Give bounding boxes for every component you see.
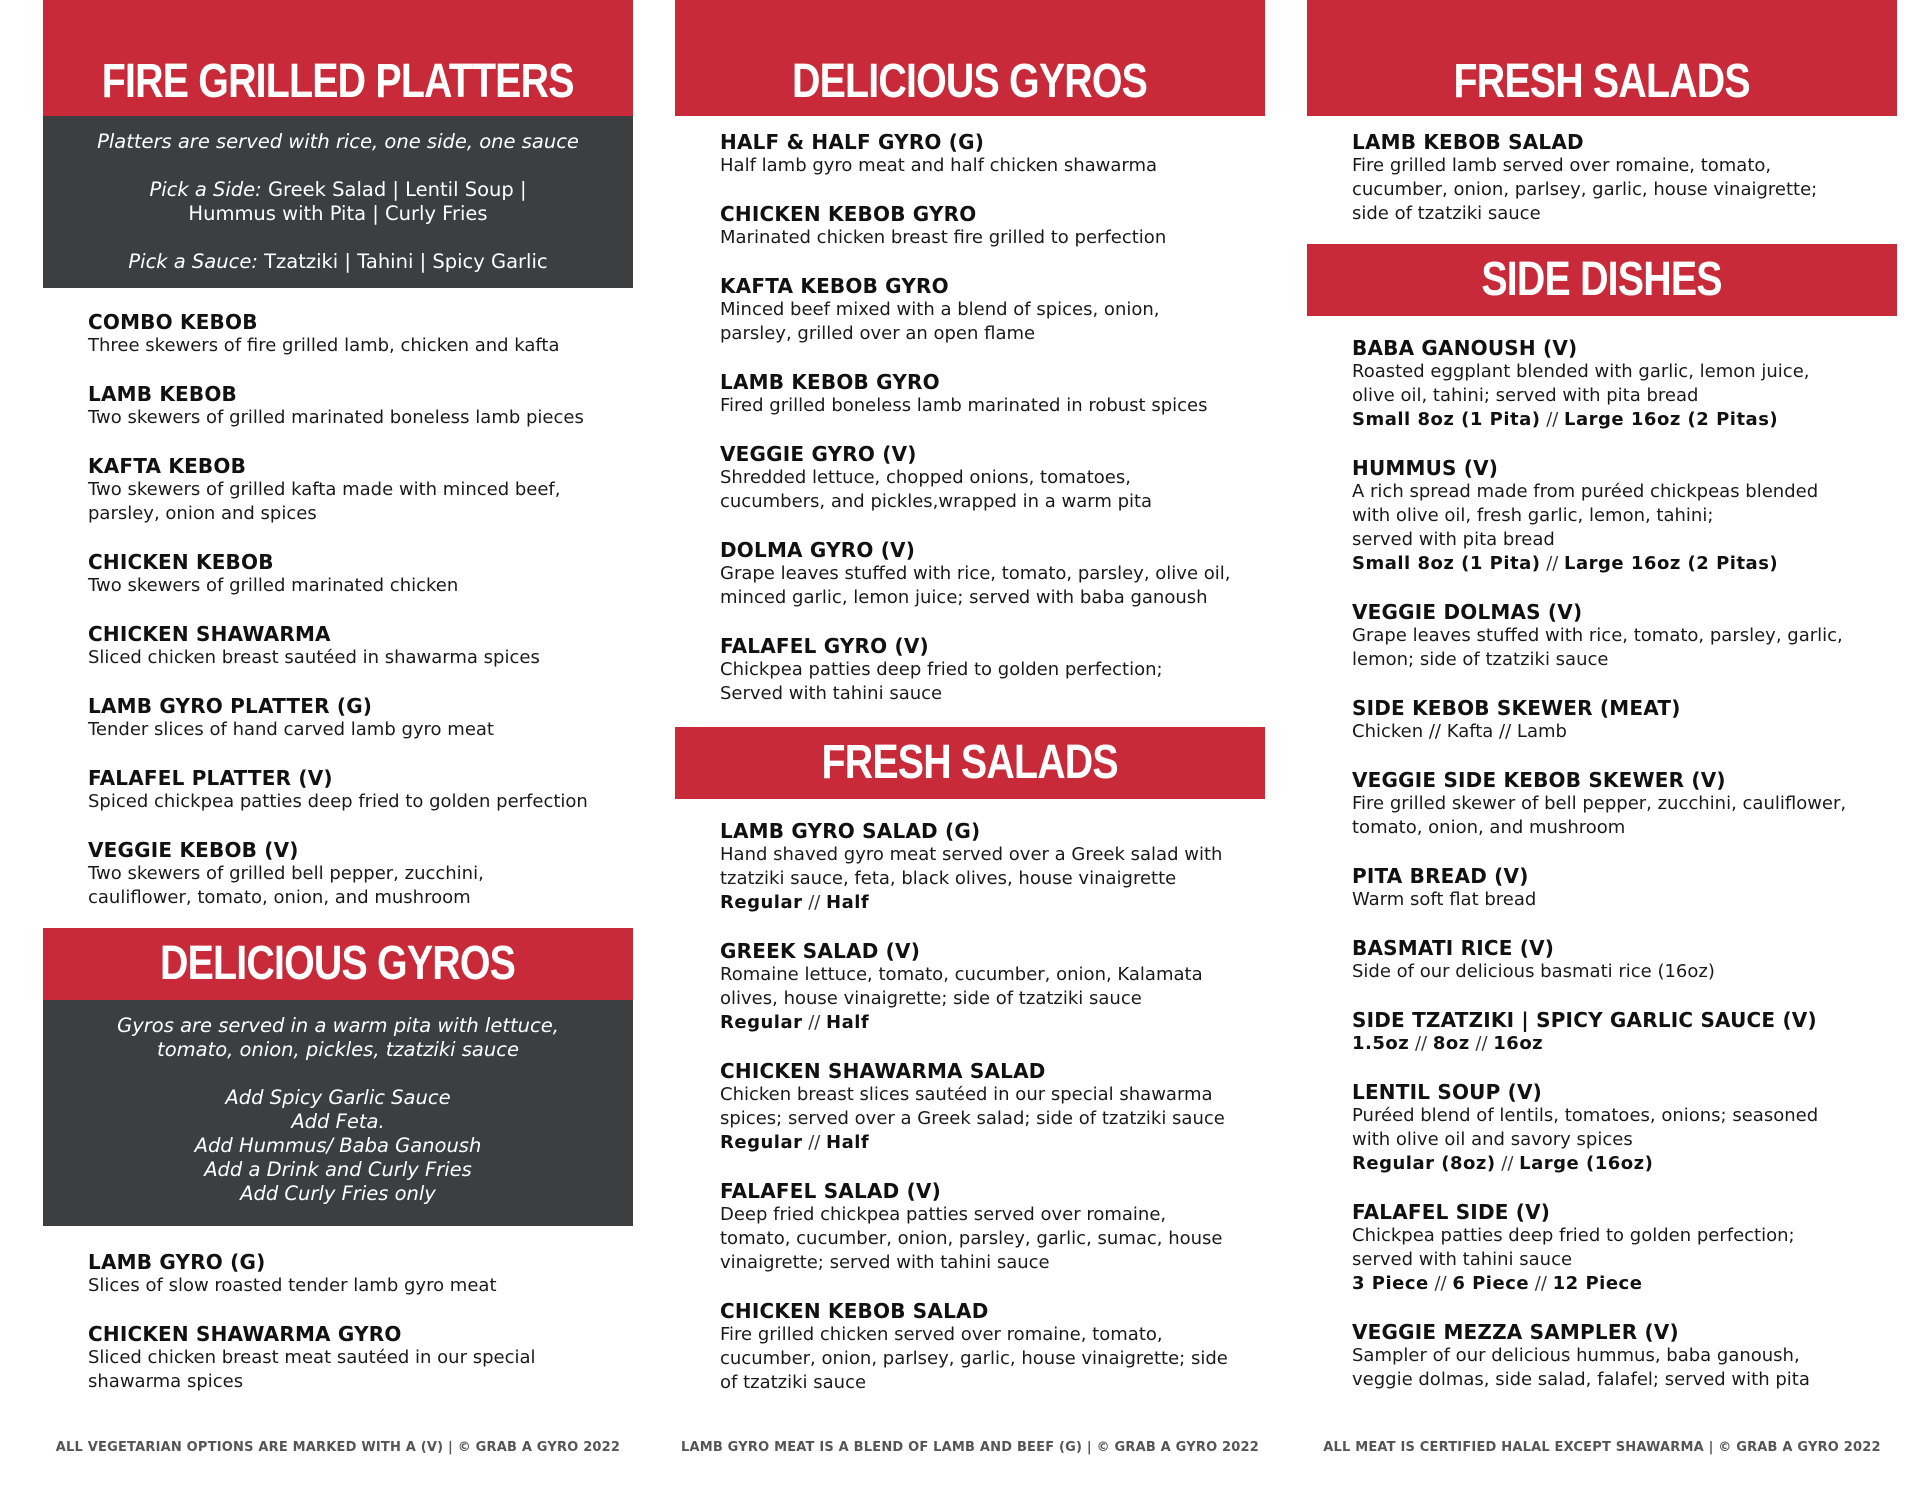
section-banner-platters: FIRE GRILLED PLATTERS [43,0,633,116]
menu-item [720,1059,1265,1155]
menu-item-description: Two skewers of grilled bell pepper, zucchini, [88,863,484,884]
platters-list [43,288,633,910]
size-option: Regular [720,1132,803,1153]
menu-item-name: FALAFEL GYRO (V) [720,634,929,658]
size-option: Small 8oz (1 Pita) [1352,553,1541,574]
menu-item-name: BABA GANOUSH (V) [1352,336,1578,360]
menu-item-name: LAMB KEBOB GYRO [720,370,940,394]
section-banner-gyros: DELICIOUS GYROS [43,928,633,1000]
addon-4: Add a Drink and Curly Fries [204,1158,472,1181]
menu-item-description: served with pita bread [1352,529,1555,550]
menu-item-sizes: Small 8oz (1 Pita) // Large 16oz (2 Pitas) [1352,409,1779,430]
menu-item-description: with olive oil and savory spices [1352,1129,1633,1150]
size-option: Half [826,1132,870,1153]
menu-item-description: Deep fried chickpea patties served over romaine, [720,1204,1167,1225]
menu-item-sizes: 3 Piece // 6 Piece // 12 Piece [1352,1273,1643,1294]
menu-item [1352,1200,1897,1296]
menu-item-description: Romaine lettuce, tomato, cucumber, onion, Kalamata [720,964,1203,985]
menu-item [720,634,1265,706]
gyros-info-line-1: Gyros are served in a warm pita with lettuce, [117,1014,559,1037]
menu-item-name: CHICKEN SHAWARMA [88,622,331,646]
menu-item-sizes: Small 8oz (1 Pita) // Large 16oz (2 Pitas) [1352,553,1779,574]
size-option: 12 Piece [1552,1273,1643,1294]
menu-item-name: PITA BREAD (V) [1352,864,1529,888]
menu-column-3 [1307,0,1897,1416]
menu-item-description: Fire grilled chicken served over romaine, tomato, [720,1324,1163,1345]
menu-item-description: Two skewers of grilled marinated boneless lamb pieces [88,407,584,428]
menu-item-description: Fired grilled boneless lamb marinated in robust spices [720,395,1208,416]
side-label: Pick a Side: [149,178,262,201]
menu-item-description: olives, house vinaigrette; side of tzatziki sauce [720,988,1142,1009]
size-option: Regular [720,1012,803,1033]
menu-item [720,819,1265,915]
menu-item [720,370,1265,418]
gyros-info-box [43,1000,633,1226]
size-option: Large 16oz (2 Pitas) [1564,553,1779,574]
menu-item-name: VEGGIE SIDE KEBOB SKEWER (V) [1352,768,1726,792]
menu-item-description: Puréed blend of lentils, tomatoes, onions; seasoned [1352,1105,1819,1126]
menu-item-name: FALAFEL PLATTER (V) [88,766,333,790]
menu-item-description: side of tzatziki sauce [1352,203,1541,224]
menu-item [88,766,633,814]
addon-5: Add Curly Fries only [240,1182,436,1205]
menu-item [1352,130,1897,226]
menu-item-description: Grape leaves stuffed with rice, tomato, parsley, olive oil, [720,563,1231,584]
menu-item-description: Chicken // Kafta // Lamb [1352,721,1567,742]
menu-item-name: HALF & HALF GYRO (G) [720,130,985,154]
menu-item [1352,1320,1897,1392]
menu-item-name: LAMB KEBOB [88,382,237,406]
menu-item [1352,864,1897,912]
menu-item-description: cauliflower, tomato, onion, and mushroom [88,887,471,908]
menu-item-description: Sliced chicken breast sautéed in shawarma spices [88,647,540,668]
menu-item-name: VEGGIE MEZZA SAMPLER (V) [1352,1320,1679,1344]
gyros-list [43,1226,633,1394]
menu-item-description: cucumber, onion, parlsey, garlic, house vinaigrette; side [720,1348,1228,1369]
menu-item [1352,696,1897,744]
menu-item-description: parsley, onion and spices [88,503,317,524]
menu-item-sizes: Regular // Half [720,892,870,913]
menu-item-name: FALAFEL SALAD (V) [720,1179,941,1203]
menu-item-description: Served with tahini sauce [720,683,943,704]
menu-item [720,939,1265,1035]
menu-item-description: Shredded lettuce, chopped onions, tomatoes, [720,467,1131,488]
menu-item-name: FALAFEL SIDE (V) [1352,1200,1551,1224]
menu-item [1352,1080,1897,1176]
menu-item-description: Minced beef mixed with a blend of spices, onion, [720,299,1160,320]
menu-item [720,1179,1265,1275]
menu-item-sizes: Regular // Half [720,1132,870,1153]
addon-3: Add Hummus/ Baba Ganoush [194,1134,482,1157]
size-option: Regular (8oz) [1352,1153,1496,1174]
menu-item-description: shawarma spices [88,1371,244,1392]
section-banner-salads: FRESH SALADS [1307,0,1897,116]
size-option: 16oz [1493,1033,1544,1054]
menu-item-description: parsley, grilled over an open flame [720,323,1036,344]
menu-item-description: Fire grilled skewer of bell pepper, zucchini, cauliflower, [1352,793,1847,814]
menu-item-description: Chickpea patties deep fried to golden perfection; [1352,1225,1795,1246]
menu-item-description: tzatziki sauce, feta, black olives, house vinaigrette [720,868,1177,889]
menu-item-description: Three skewers of fire grilled lamb, chicken and kafta [88,335,560,356]
menu-item-description: Side of our delicious basmati rice (16oz) [1352,961,1715,982]
menu-item [720,442,1265,514]
size-option: Half [826,1012,870,1033]
menu-item-name: VEGGIE KEBOB (V) [88,838,299,862]
menu-item-description: Slices of slow roasted tender lamb gyro meat [88,1275,497,1296]
menu-item-name: LAMB GYRO PLATTER (G) [88,694,373,718]
platters-info-line: Platters are served with rice, one side, one sauce [97,130,579,153]
sauce-options: Tzatziki | Tahini | Spicy Garlic [264,250,548,273]
menu-item [720,1299,1265,1395]
menu-item [1352,936,1897,984]
menu-item [88,838,633,910]
menu-item-name: LENTIL SOUP (V) [1352,1080,1542,1104]
gyros-list [675,116,1265,706]
menu-item-name: BASMATI RICE (V) [1352,936,1555,960]
menu-item-description: tomato, cucumber, onion, parsley, garlic, sumac, house [720,1228,1223,1249]
menu-item-description: Roasted eggplant blended with garlic, lemon juice, [1352,361,1810,382]
menu-item-name: CHICKEN SHAWARMA SALAD [720,1059,1046,1083]
size-option: 6 Piece [1452,1273,1530,1294]
salads-list [675,799,1265,1395]
menu-item-name: SIDE TZATZIKI | SPICY GARLIC SAUCE (V) [1352,1008,1817,1032]
menu-item [1352,768,1897,840]
menu-item [720,202,1265,250]
menu-item-description: Two skewers of grilled kafta made with minced beef, [88,479,561,500]
menu-column-2 [675,0,1265,1419]
menu-item [88,622,633,670]
menu-item-name: KAFTA KEBOB GYRO [720,274,949,298]
menu-item-description: Warm soft flat bread [1352,889,1537,910]
menu-item-description: A rich spread made from puréed chickpeas blended [1352,481,1819,502]
menu-item-description: spices; served over a Greek salad; side of tzatziki sauce [720,1108,1225,1129]
menu-item-name: LAMB GYRO (G) [88,1250,266,1274]
size-option: Regular [720,892,803,913]
menu-item [720,130,1265,178]
menu-item-description: Hand shaved gyro meat served over a Greek salad with [720,844,1223,865]
menu-item-name: VEGGIE DOLMAS (V) [1352,600,1583,624]
footer-note: LAMB GYRO MEAT IS A BLEND OF LAMB AND BEEF (G) | © GRAB A GYRO 2022 [680,1440,1260,1455]
menu-item-description: served with tahini sauce [1352,1249,1573,1270]
menu-item-description: tomato, onion, and mushroom [1352,817,1626,838]
menu-item-name: GREEK SALAD (V) [720,939,921,963]
side-options-2: Hummus with Pita | Curly Fries [188,202,488,225]
menu-item [1352,456,1897,576]
menu-item-description: veggie dolmas, side salad, falafel; served with pita [1352,1369,1810,1390]
menu-item-description: Chicken breast slices sautéed in our special shawarma [720,1084,1213,1105]
gyros-info-line-2: tomato, onion, pickles, tzatziki sauce [157,1038,519,1061]
menu-item [1352,336,1897,432]
menu-item-description: minced garlic, lemon juice; served with baba ganoush [720,587,1208,608]
menu-item [88,454,633,526]
menu-item-sizes: Regular // Half [720,1012,870,1033]
menu-item-name: SIDE KEBOB SKEWER (MEAT) [1352,696,1681,720]
section-banner-salads: FRESH SALADS [675,727,1265,799]
section-banner-sides: SIDE DISHES [1307,244,1897,316]
menu-item-description: lemon; side of tzatziki sauce [1352,649,1609,670]
sauce-label: Pick a Sauce: [128,250,258,273]
footer-note: ALL VEGETARIAN OPTIONS ARE MARKED WITH A (V) | © GRAB A GYRO 2022 [55,1440,621,1455]
menu-item-description: Grape leaves stuffed with rice, tomato, parsley, garlic, [1352,625,1843,646]
salads-list [1307,116,1897,226]
menu-item-name: LAMB GYRO SALAD (G) [720,819,981,843]
menu-item [1352,1008,1897,1056]
menu-item-name: COMBO KEBOB [88,310,258,334]
menu-item-name: HUMMUS (V) [1352,456,1499,480]
size-option: Small 8oz (1 Pita) [1352,409,1541,430]
menu-item-name: LAMB KEBOB SALAD [1352,130,1584,154]
size-option: Large 16oz (2 Pitas) [1564,409,1779,430]
menu-item-sizes: 1.5oz // 8oz // 16oz [1352,1033,1544,1054]
menu-item-description: Fire grilled lamb served over romaine, tomato, [1352,155,1772,176]
menu-item-description: cucumber, onion, parlsey, garlic, house vinaigrette; [1352,179,1818,200]
menu-item-description: cucumbers, and pickles,wrapped in a warm pita [720,491,1153,512]
size-option: Half [826,892,870,913]
side-options: Greek Salad | Lentil Soup | [267,178,527,201]
menu-item-name: CHICKEN SHAWARMA GYRO [88,1322,402,1346]
addon-1: Add Spicy Garlic Sauce [225,1086,451,1109]
menu-item-name: VEGGIE GYRO (V) [720,442,917,466]
addon-2: Add Feta. [291,1110,385,1133]
menu-item-description: Sliced chicken breast meat sautéed in our special [88,1347,536,1368]
menu-item [88,550,633,598]
menu-item-description: Half lamb gyro meat and half chicken shawarma [720,155,1158,176]
menu-item-name: CHICKEN KEBOB GYRO [720,202,977,226]
menu-item-description: of tzatziki sauce [720,1372,867,1393]
size-option: 1.5oz [1352,1033,1410,1054]
menu-item-description: Sampler of our delicious hummus, baba ganoush, [1352,1345,1800,1366]
menu-item-name: CHICKEN KEBOB SALAD [720,1299,989,1323]
sides-list [1307,316,1897,1392]
menu-item-name: KAFTA KEBOB [88,454,247,478]
platters-info-box [43,116,633,288]
section-banner-gyros: DELICIOUS GYROS [675,0,1265,116]
menu-item [720,274,1265,346]
menu-item [1352,600,1897,672]
menu-item-description: Tender slices of hand carved lamb gyro meat [88,719,494,740]
menu-item [720,538,1265,610]
size-option: 3 Piece [1352,1273,1429,1294]
menu-item-sizes: Regular (8oz) // Large (16oz) [1352,1153,1654,1174]
menu-item-description: Two skewers of grilled marinated chicken [88,575,459,596]
menu-item [88,1250,633,1298]
menu-item-description: Spiced chickpea patties deep fried to golden perfection [88,791,588,812]
menu-item [88,1322,633,1394]
menu-column-1 [43,0,633,1418]
menu-item-description: Chickpea patties deep fried to golden perfection; [720,659,1163,680]
footer-note: ALL MEAT IS CERTIFIED HALAL EXCEPT SHAWARMA | © GRAB A GYRO 2022 [1323,1440,1881,1455]
menu-item-description: Marinated chicken breast fire grilled to perfection [720,227,1167,248]
menu-item-description: with olive oil, fresh garlic, lemon, tahini; [1352,505,1714,526]
menu-item-description: vinaigrette; served with tahini sauce [720,1252,1050,1273]
menu-item-name: DOLMA GYRO (V) [720,538,916,562]
size-option: Large (16oz) [1519,1153,1654,1174]
menu-item [88,694,633,742]
menu-item-name: CHICKEN KEBOB [88,550,274,574]
menu-item-description: olive oil, tahini; served with pita bread [1352,385,1699,406]
menu-item [88,382,633,430]
size-option: 8oz [1432,1033,1470,1054]
menu-item [88,310,633,358]
